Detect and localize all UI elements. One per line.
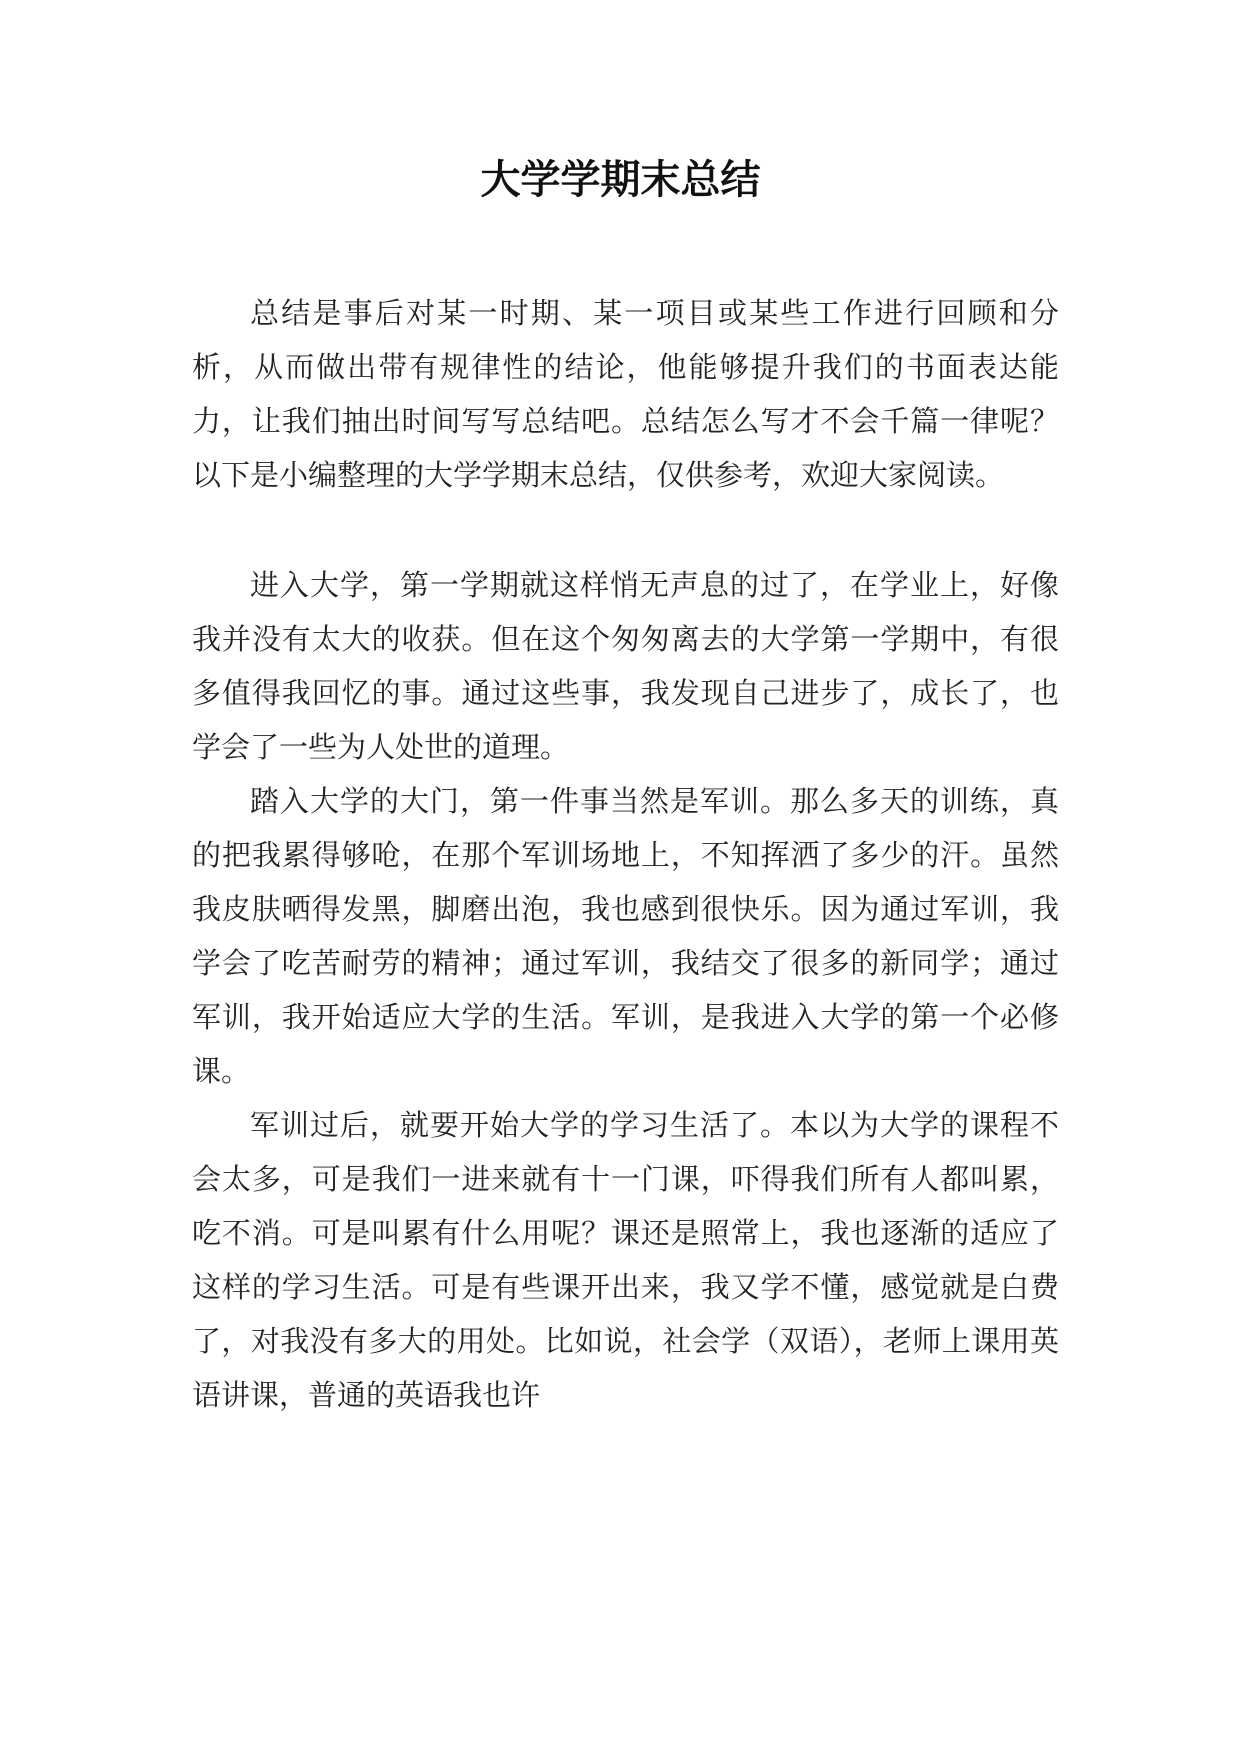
body-paragraph: 踏入大学的大门，第一件事当然是军训。那么多天的训练，真的把我累得够呛，在那个军训场地上，不知挥洒了多少的汗。虽然我皮肤晒得发黑，脚磨出泡，我也感到很快乐。因为通过军训，我学会了吃苦耐劳的精神；通过军训，我结交了很多的新同学；通过军训，我开始适应大学的生活。军训，是我进入大学的第一个必修课。	[192, 784, 1059, 1088]
document-body	[192, 286, 1059, 1422]
document-title: 大学学期末总结	[480, 157, 761, 203]
body-paragraph: 军训过后，就要开始大学的学习生活了。本以为大学的课程不会太多，可是我们一进来就有十一门课，吓得我们所有人都叫累，吃不消。可是叫累有什么用呢？课还是照常上，我也逐渐的适应了这样的学习生活。可是有些课开出来，我又学不懂，感觉就是白费了，对我没有多大的用处。比如说，社会学（双语），老师上课用英语讲课，普通的英语我也许	[192, 1108, 1059, 1412]
intro-paragraph: 总结是事后对某一时期、某一项目或某些工作进行回顾和分析，从而做出带有规律性的结论，他能够提升我们的书面表达能力，让我们抽出时间写写总结吧。总结怎么写才不会千篇一律呢？以下是小编整理的大学学期末总结，仅供参考，欢迎大家阅读。	[192, 296, 1059, 492]
body-paragraph: 进入大学，第一学期就这样悄无声息的过了，在学业上，好像我并没有太大的收获。但在这个匆匆离去的大学第一学期中，有很多值得我回忆的事。通过这些事，我发现自己进步了，成长了，也学会了一些为人处世的道理。	[192, 568, 1059, 764]
